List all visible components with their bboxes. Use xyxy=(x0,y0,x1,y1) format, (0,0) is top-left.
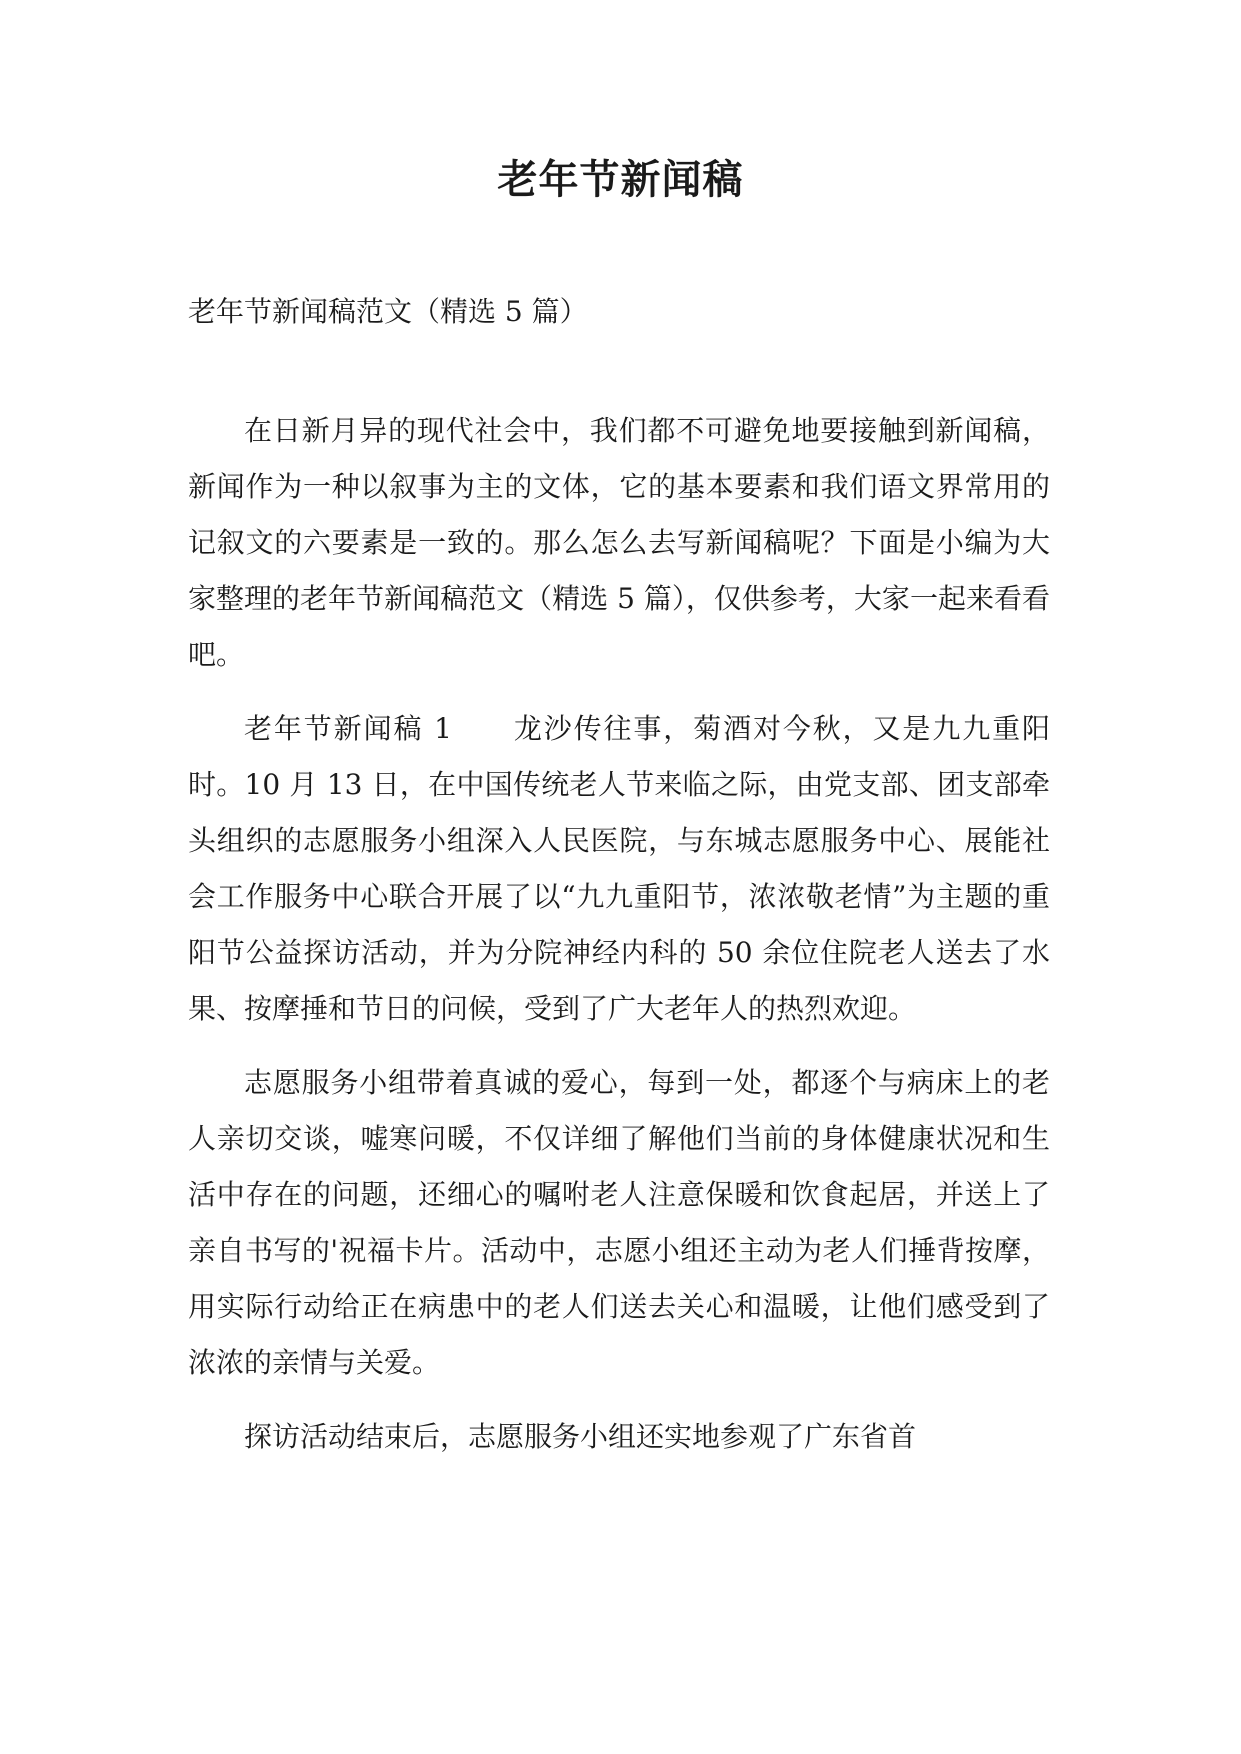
article-1-paragraph xyxy=(188,701,1050,1037)
volunteer-paragraph: 志愿服务小组带着真诚的爱心，每到一处，都逐个与病床上的老人亲切交谈，嘘寒问暖，不仅详细了解他们当前的身体健康状况和生活中存在的问题，还细心的嘱咐老人注意保暖和饮食起居，并送上了亲自书写的'祝福卡片。活动中，志愿小组还主动为老人们捶背按摩，用实际行动给正在病患中的老人们送去关心和温暖，让他们感受到了浓浓的亲情与关爱。 xyxy=(188,1066,1050,1379)
document-title: 老年节新闻稿 xyxy=(497,157,744,203)
article-1-heading: 老年节新闻稿 1 xyxy=(244,712,452,745)
intro-paragraph: 在日新月异的现代社会中，我们都不可避免地要接触到新闻稿，新闻作为一种以叙事为主的文体，它的基本要素和我们语文界常用的记叙文的六要素是一致的。那么怎么去写新闻稿呢？下面是小编为大家整理的老年节新闻稿范文（精选 5 篇），仅供参考，大家一起来看看吧。 xyxy=(188,414,1050,671)
document-body xyxy=(188,403,1050,1483)
document-subtitle: 老年节新闻稿范文（精选 5 篇） xyxy=(188,295,588,328)
article-1-text: 龙沙传往事，菊酒对今秋，又是九九重阳时。10 月 13 日，在中国传统老人节来临之际，由党支部、团支部牵头组织的志愿服务小组深入人民医院，与东城志愿服务中心、展能社会工作服务中心联合开展了以“九九重阳节，浓浓敬老情”为主题的重阳节公益探访活动，并为分院神经内科的 50 余位住院老人送去了水果、按摩捶和节日的问候，受到了广大老年人的热烈欢迎。 xyxy=(188,712,1050,1025)
visit-paragraph: 探访活动结束后，志愿服务小组还实地参观了广东省首 xyxy=(244,1420,917,1453)
